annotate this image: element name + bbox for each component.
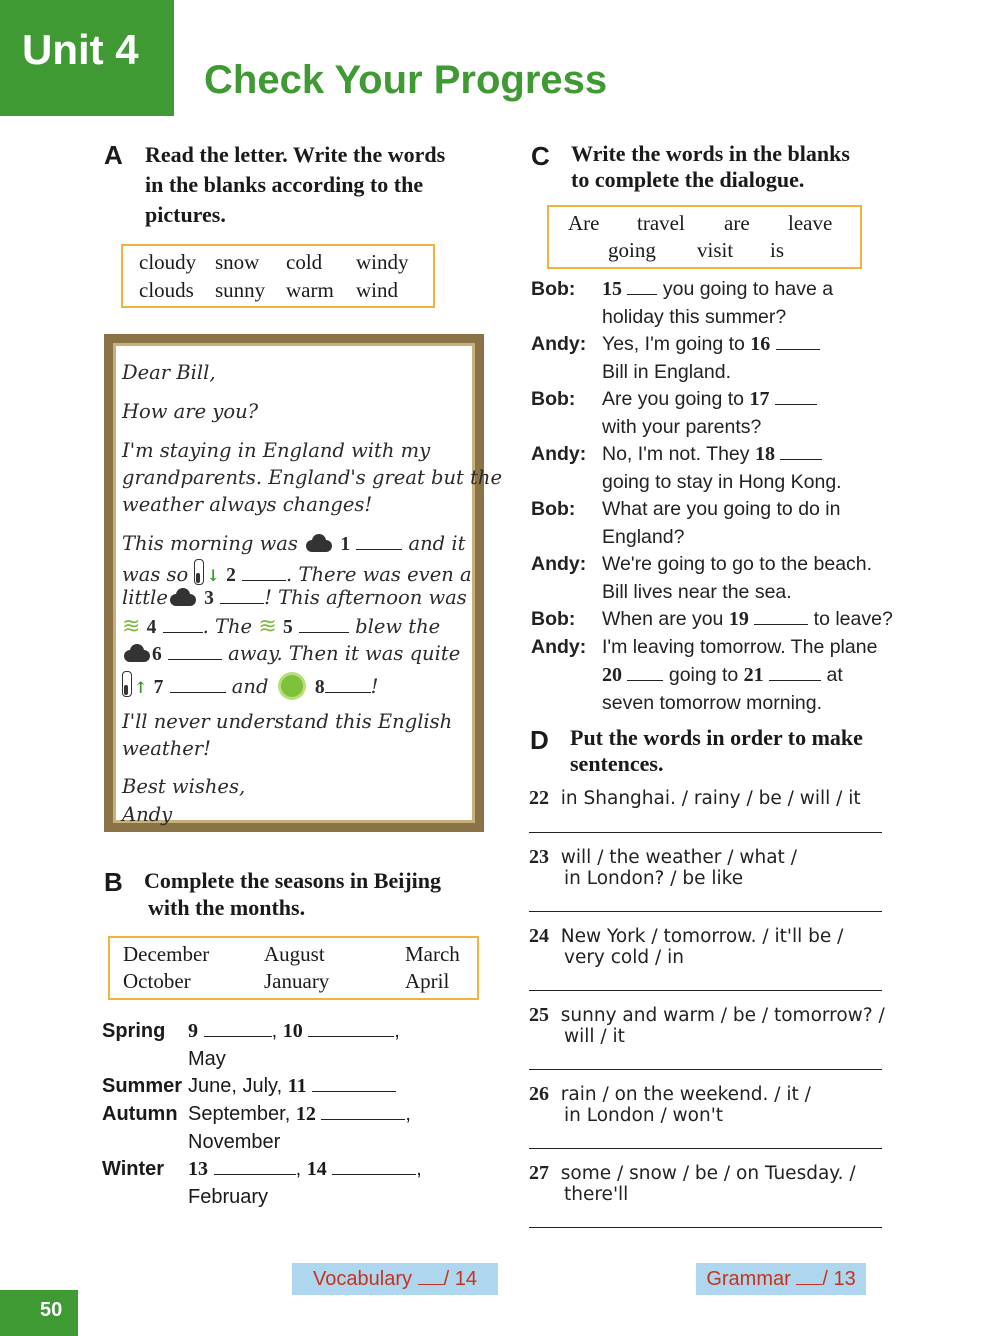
letter-line: grandparents. England's great but the: [122, 466, 503, 489]
word-option: December: [123, 942, 210, 966]
thermometer-cold-icon: [194, 559, 204, 585]
speaker-label: Bob:: [531, 608, 576, 630]
arrow-up-icon: ↑: [134, 678, 148, 697]
letter-card: [104, 334, 503, 832]
season-winter: Winter: [102, 1158, 165, 1180]
blank-7[interactable]: [170, 676, 226, 693]
speaker-label: Andy:: [531, 333, 587, 355]
section-a-instruction: Read the letter. Write the words in the blanks according to the pictures.: [145, 142, 446, 227]
snow-cloud-icon: [168, 588, 198, 606]
section-b-letter: B: [104, 867, 123, 897]
answer-line-23[interactable]: [529, 911, 882, 912]
letter-line: I'm staying in England with my: [122, 439, 431, 462]
wind-icon: ≋: [258, 614, 277, 639]
season-winter-answers: 13 , 14 ,: [188, 1158, 422, 1180]
word-option: going: [608, 238, 656, 262]
letter-closing: Best wishes,: [122, 775, 246, 798]
question-item: 23 will / the weather / what /: [529, 846, 797, 868]
blank-1[interactable]: [356, 533, 402, 550]
speaker-label: Andy:: [531, 636, 587, 658]
blank-17[interactable]: [775, 388, 817, 405]
dialogue-line: No, I'm not. They 18: [602, 443, 822, 466]
question-item-cont: very cold / in: [564, 947, 684, 968]
word-option: January: [264, 969, 330, 993]
word-option: sunny: [215, 278, 266, 302]
dialogue-line: Are you going to 17: [602, 388, 817, 411]
blank-21[interactable]: [769, 664, 821, 681]
blank-11[interactable]: [312, 1075, 396, 1092]
blank-10[interactable]: [308, 1020, 394, 1037]
question-item: 24 New York / tomorrow. / it'll be /: [529, 925, 844, 947]
letter-greeting: Dear Bill,: [122, 361, 216, 384]
letter-line: 6 away. Then it was quite: [122, 642, 460, 666]
word-option: is: [770, 238, 785, 262]
dialogue-line: I'm leaving tomorrow. The plane: [602, 636, 878, 658]
sun-icon: [281, 675, 303, 697]
season-text: February: [188, 1186, 269, 1208]
unit-tab: [0, 0, 174, 116]
section-b-instruction: Complete the seasons in Beijing with the months.: [144, 868, 441, 920]
word-option: April: [405, 969, 450, 993]
word-option: leave: [788, 211, 833, 235]
blank-13[interactable]: [214, 1158, 296, 1175]
dialogue-line: When are you 19 to leave?: [602, 608, 893, 630]
letter-line: weather!: [122, 737, 211, 760]
wind-icon: ≋: [122, 614, 141, 639]
letter-line: little 3 ! This afternoon was: [122, 586, 467, 609]
season-spring-answers: 9 , 10 ,: [188, 1020, 400, 1042]
blank-19[interactable]: [754, 608, 808, 625]
blank-5[interactable]: [299, 616, 349, 633]
section-c-word-box: [547, 205, 862, 269]
section-a-word-box: [121, 244, 435, 308]
blank-14[interactable]: [332, 1158, 416, 1175]
section-d-instruction: Put the words in order to make sentences.: [570, 725, 863, 776]
question-item: 25 sunny and warm / be / tomorrow? /: [529, 1004, 885, 1026]
season-autumn-answers: September, 12 ,: [188, 1103, 411, 1125]
letter-signature: Andy: [122, 803, 173, 826]
section-b-word-box: [108, 936, 479, 1000]
dialogue-line: seven tomorrow morning.: [602, 692, 823, 714]
word-option: snow: [215, 250, 260, 274]
speaker-label: Bob:: [531, 388, 576, 410]
blank-4[interactable]: [163, 616, 203, 633]
word-option: cold: [286, 250, 323, 274]
answer-line-22[interactable]: [529, 832, 882, 833]
word-option: cloudy: [139, 250, 197, 274]
dialogue-line: going to stay in Hong Kong.: [602, 471, 842, 493]
dialogue-line: Bill in England.: [602, 361, 731, 383]
season-text: May: [188, 1048, 226, 1070]
section-c-letter: C: [531, 141, 550, 171]
section-d-letter: D: [530, 725, 549, 755]
word-option: are: [724, 211, 750, 235]
letter-line: weather always changes!: [122, 493, 373, 516]
grammar-score: Grammar / 13: [696, 1263, 866, 1295]
blank-18[interactable]: [780, 443, 822, 460]
speaker-label: Andy:: [531, 553, 587, 575]
section-a-letter: A: [104, 140, 123, 170]
word-option: August: [264, 942, 325, 966]
thermometer-warm-icon: [122, 671, 132, 697]
question-item-cont: in London / won't: [564, 1105, 724, 1126]
page-title: Check Your Progress: [204, 58, 608, 102]
blank-6[interactable]: [168, 643, 222, 660]
letter-line: ↑ 7 and 8 !: [122, 671, 378, 699]
dialogue-line: holiday this summer?: [602, 306, 787, 328]
question-item-cont: in London? / be like: [564, 868, 744, 889]
word-option: warm: [286, 278, 334, 302]
grammar-score-blank[interactable]: [796, 1268, 822, 1285]
word-option: clouds: [139, 278, 194, 302]
season-autumn: Autumn: [102, 1103, 178, 1125]
speaker-label: Bob:: [531, 278, 576, 300]
blank-2[interactable]: [242, 564, 286, 581]
dialogue-line: with your parents?: [602, 416, 762, 438]
unit-label: Unit 4: [22, 26, 139, 73]
dialogue-line: 15 you going to have a: [602, 278, 834, 300]
question-item: 22 in Shanghai. / rainy / be / will / it: [529, 787, 861, 809]
blank-15[interactable]: [627, 278, 657, 295]
arrow-down-icon: ↓: [206, 566, 220, 585]
question-item-cont: will / it: [564, 1026, 625, 1047]
letter-line: I'll never understand this English: [122, 710, 453, 733]
letter-line: was so ↓ 2 . There was even a: [122, 559, 472, 587]
cloud-icon: [304, 534, 334, 552]
letter-line: This morning was 1 and it: [122, 532, 466, 555]
blank-16[interactable]: [776, 333, 820, 350]
letter-line: ≋ 4 . The ≋ 5 blew the: [122, 614, 441, 639]
vocabulary-score-blank[interactable]: [418, 1268, 444, 1285]
answer-line-24[interactable]: [529, 990, 882, 991]
dialogue-line: Yes, I'm going to 16: [602, 333, 820, 356]
blank-9[interactable]: [204, 1020, 272, 1037]
blank-3[interactable]: [220, 587, 264, 604]
blank-8[interactable]: [325, 676, 371, 693]
answer-line-25[interactable]: [529, 1069, 882, 1070]
word-option: Are: [568, 211, 600, 235]
cloud-icon: [122, 644, 152, 662]
question-item: 26 rain / on the weekend. / it /: [529, 1083, 811, 1105]
word-option: windy: [356, 250, 409, 274]
word-option: October: [123, 969, 191, 993]
answer-line-26[interactable]: [529, 1148, 882, 1149]
page-number: 50: [0, 1290, 78, 1336]
dialogue-line: What are you going to do in: [602, 498, 841, 520]
dialogue-line: England?: [602, 526, 685, 548]
blank-20[interactable]: [627, 664, 663, 681]
season-summer-answers: June, July, 11: [188, 1075, 396, 1098]
dialogue-line: 20 going to 21 at: [602, 664, 843, 686]
word-option: wind: [356, 278, 398, 302]
vocabulary-score: Vocabulary / 14: [292, 1263, 498, 1295]
season-text: November: [188, 1131, 281, 1153]
dialogue-line: We're going to go to the beach.: [602, 553, 873, 575]
answer-line-27[interactable]: [529, 1227, 882, 1228]
letter-line: How are you?: [122, 400, 259, 423]
season-summer: Summer: [102, 1075, 183, 1097]
question-item-cont: there'll: [564, 1184, 629, 1205]
section-c-instruction: Write the words in the blanks to complete the dialogue.: [571, 141, 850, 192]
word-option: visit: [697, 238, 734, 262]
question-item: 27 some / snow / be / on Tuesday. /: [529, 1162, 856, 1184]
speaker-label: Bob:: [531, 498, 576, 520]
blank-12[interactable]: [321, 1103, 405, 1120]
dialogue-line: Bill lives near the sea.: [602, 581, 792, 603]
word-option: travel: [637, 211, 685, 235]
word-option: March: [405, 942, 460, 966]
speaker-label: Andy:: [531, 443, 587, 465]
season-spring: Spring: [102, 1020, 166, 1042]
